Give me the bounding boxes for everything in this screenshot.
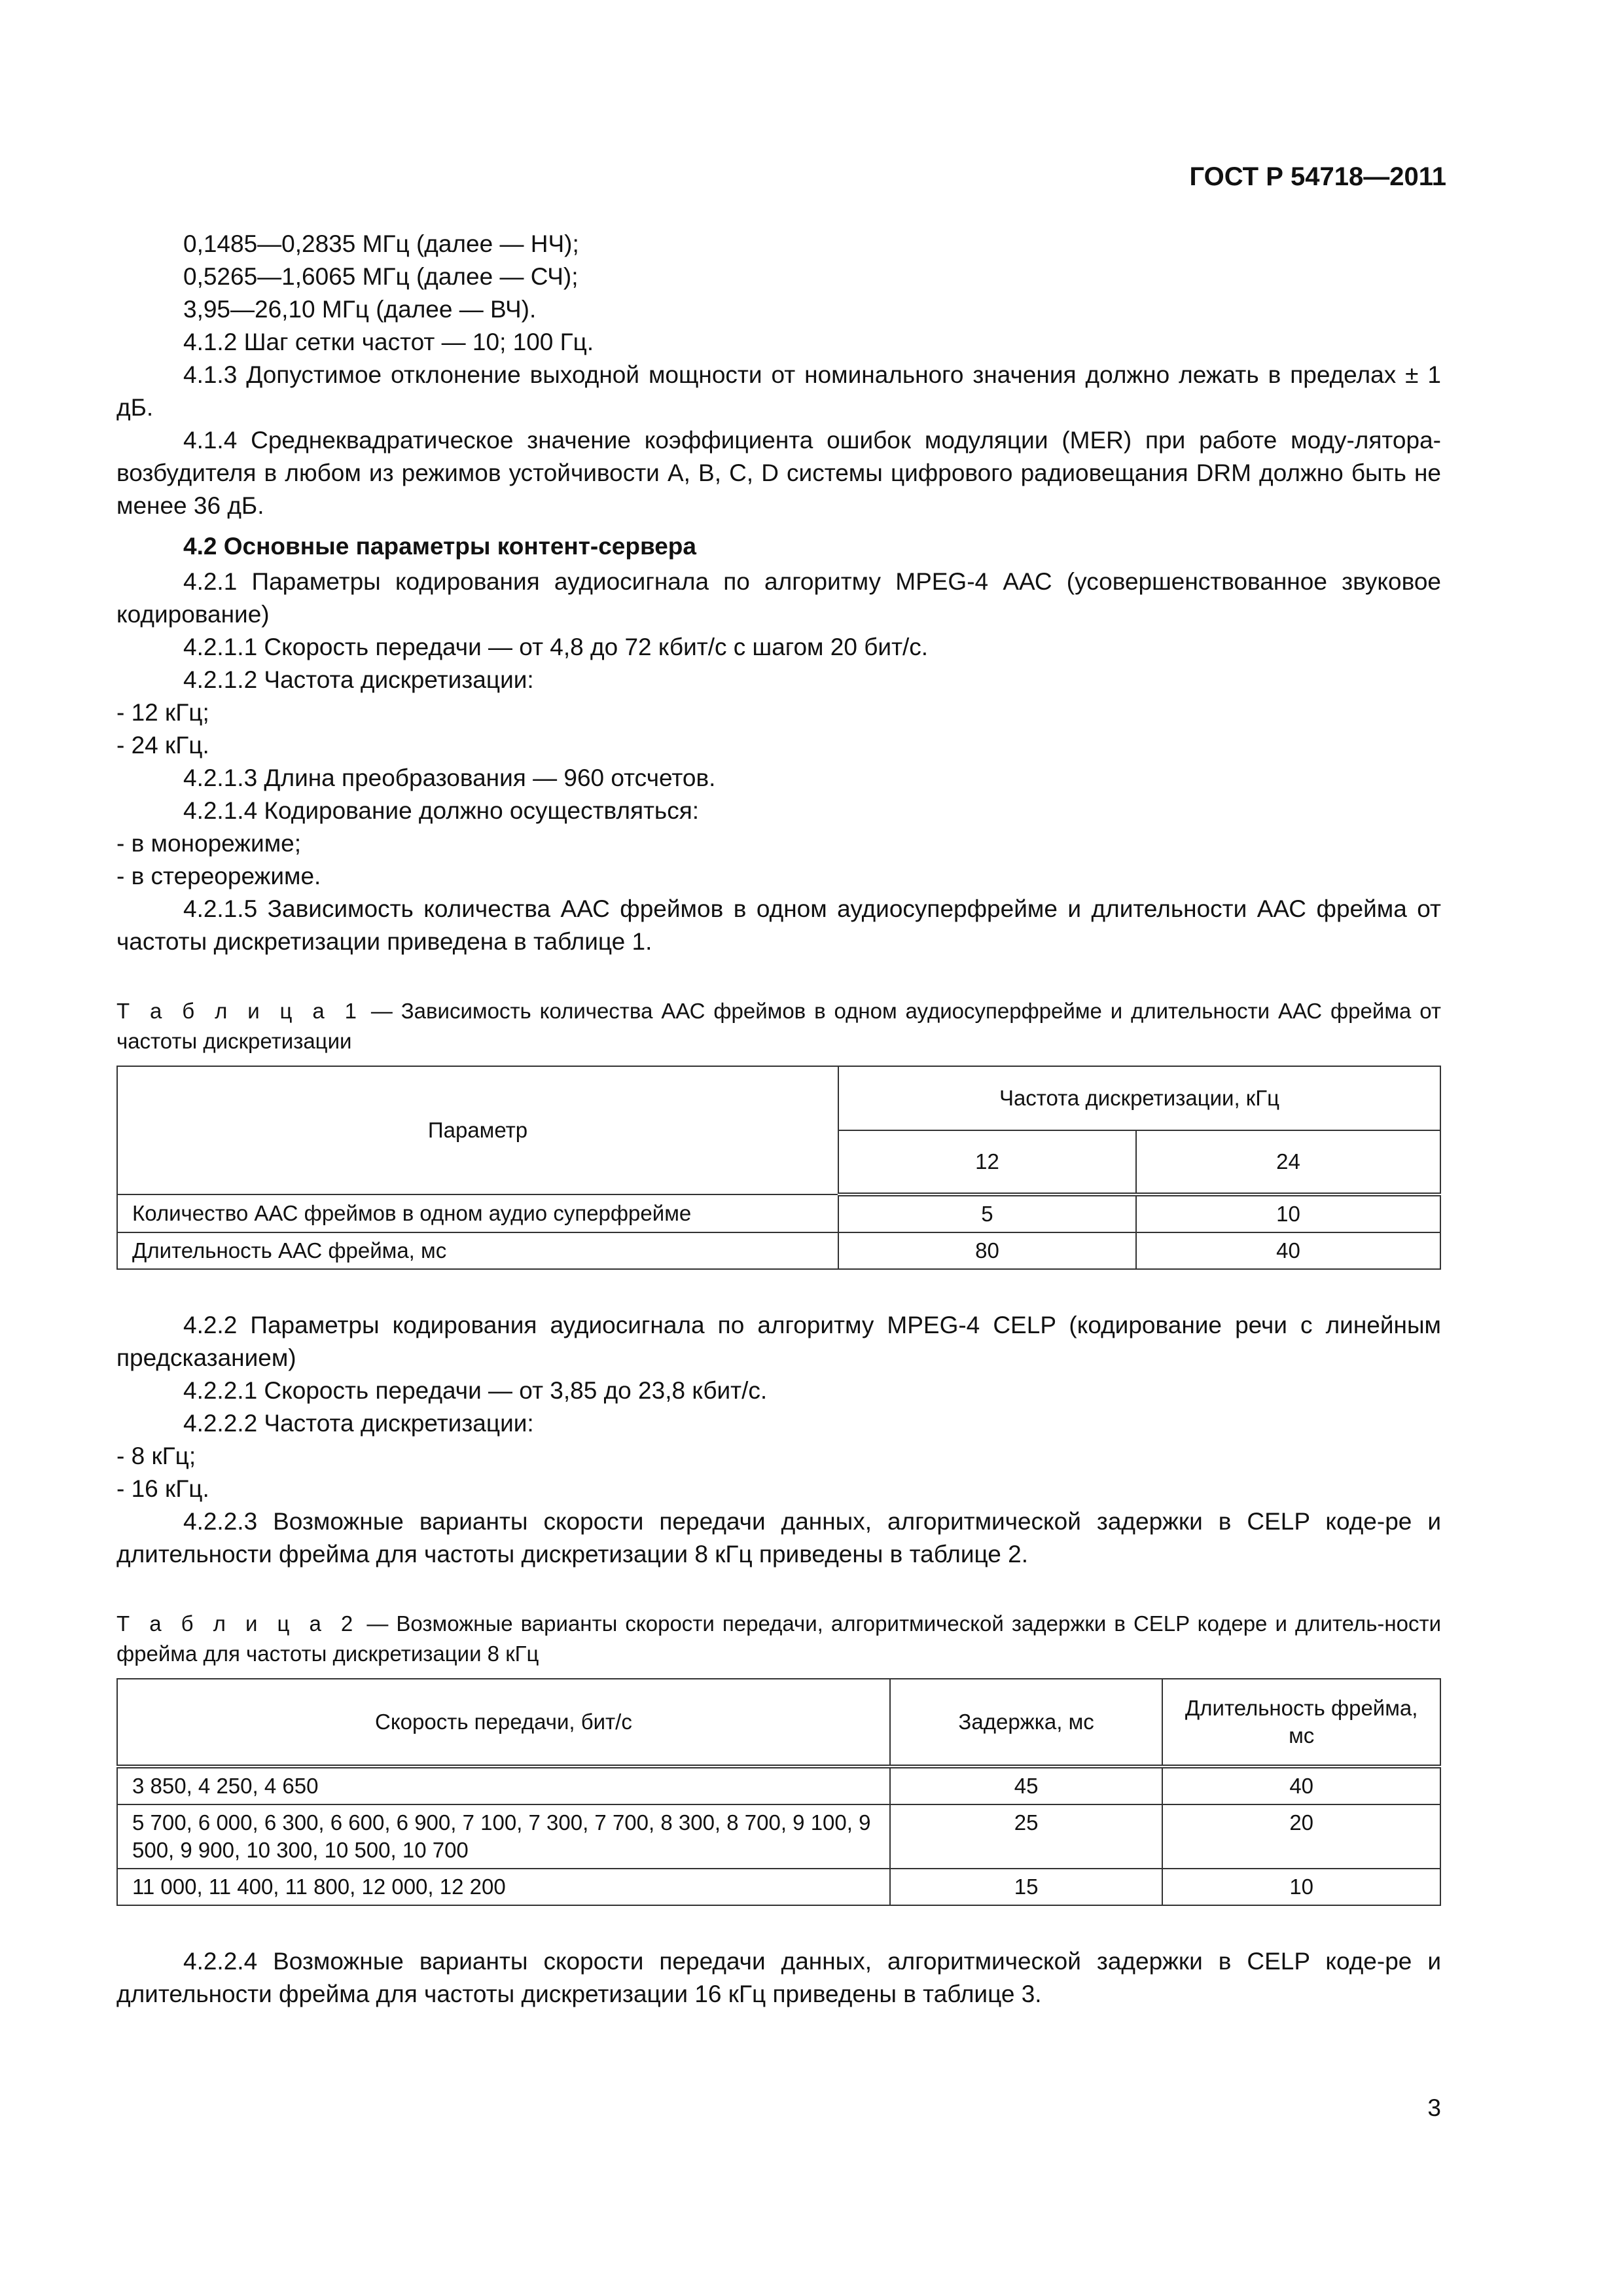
paragraph-line: 4.2.1.2 Частота дискретизации:: [183, 666, 534, 693]
table2-header-rate: Скорость передачи, бит/с: [117, 1679, 890, 1767]
table1-label: Т а б л и ц а 1: [116, 999, 363, 1023]
table-cell: 5: [838, 1194, 1136, 1232]
paragraph-4-1-4: 4.1.4 Среднеквадратическое значение коэффициента ошибок модуляции (MER) при работе моду-лятора-возбудителя в любом из режимов устойчивости А, В, С, D системы цифрового радиовещания DRM должно быть не менее 36 дБ.: [116, 427, 1441, 519]
list-item: - в стереорежиме.: [116, 863, 321, 889]
paragraph-line: 4.2.1.3 Длина преобразования — 960 отсчетов.: [183, 764, 716, 791]
table-row: [117, 1804, 1440, 1869]
table-cell: Длительность ААС фрейма, мс: [117, 1232, 838, 1269]
table-cell: 10: [1136, 1194, 1440, 1232]
table-cell: 10: [1162, 1869, 1440, 1905]
paragraph-line: 4.2.2.2 Частота дискретизации:: [183, 1410, 534, 1437]
paragraph-line: 4.2.2.1 Скорость передачи — от 3,85 до 23,8 кбит/с.: [183, 1377, 768, 1404]
table2-label: Т а б л и ц а 2: [116, 1611, 359, 1636]
table-cell: 11 000, 11 400, 11 800, 12 000, 12 200: [117, 1869, 890, 1905]
list-item: - в монорежиме;: [116, 830, 302, 857]
table-cell: 20: [1162, 1804, 1440, 1869]
table-cell: 40: [1162, 1767, 1440, 1804]
page-number: 3: [1427, 2094, 1441, 2121]
table-row: [117, 1767, 1440, 1804]
table2-header-frame: Длительность фрейма, мс: [1162, 1679, 1440, 1767]
table-cell: 45: [890, 1767, 1163, 1804]
table1-header-param: Параметр: [117, 1066, 838, 1194]
paragraph-line: 4.2.1.1 Скорость передачи — от 4,8 до 72 кбит/с с шагом 20 бит/с.: [183, 634, 929, 660]
table-cell: 25: [890, 1804, 1163, 1869]
table1-header-freq: Частота дискретизации, кГц: [838, 1066, 1440, 1130]
table-cell: 80: [838, 1232, 1136, 1269]
paragraph-4-2-1: 4.2.1 Параметры кодирования аудиосигнала по алгоритму MPEG-4 ААС (усовершенствованное звуковое кодирование): [116, 568, 1441, 628]
table1-caption: [116, 996, 1441, 1056]
table-cell: 5 700, 6 000, 6 300, 6 600, 6 900, 7 100, 7 300, 7 700, 8 300, 8 700, 9 100, 9 500, 9 900, 10 300, 10 500, 10 700: [117, 1804, 890, 1869]
document-body: [116, 228, 1441, 2011]
table-cell: 3 850, 4 250, 4 650: [117, 1767, 890, 1804]
document-id-header: ГОСТ Р 54718—2011: [1189, 162, 1446, 191]
paragraph-4-2-2: 4.2.2 Параметры кодирования аудиосигнала по алгоритму MPEG-4 CELP (кодирование речи с линейным предсказанием): [116, 1312, 1441, 1371]
table-cell: 15: [890, 1869, 1163, 1905]
table-1: [116, 1066, 1441, 1270]
paragraph-4-1-3: 4.1.3 Допустимое отклонение выходной мощности от номинального значения должно лежать в пределах ± 1 дБ.: [116, 361, 1441, 421]
table2-header-delay: Задержка, мс: [890, 1679, 1163, 1767]
table-cell: 40: [1136, 1232, 1440, 1269]
paragraph-4-2-2-4: 4.2.2.4 Возможные варианты скорости передачи данных, алгоритмической задержки в CELP коде-ре и длительности фрейма для частоты дискретизации 16 кГц приведены в таблице 3.: [116, 1948, 1441, 2007]
paragraph-4-2-2-3: 4.2.2.3 Возможные варианты скорости передачи данных, алгоритмической задержки в CELP коде-ре и длительности фрейма для частоты дискретизации 8 кГц приведены в таблице 2.: [116, 1508, 1441, 1568]
table-cell: Количество ААС фреймов в одном аудио суперфрейме: [117, 1194, 838, 1232]
table1-header-12: 12: [838, 1130, 1136, 1194]
list-item: - 16 кГц.: [116, 1475, 209, 1502]
table2-caption: [116, 1609, 1441, 1669]
table1-caption-text: — Зависимость количества ААС фреймов в одном аудиосуперфрейме и длительности ААС фрейма от частоты дискретизации: [116, 999, 1441, 1053]
section-heading-4-2: 4.2 Основные параметры контент-сервера: [183, 533, 696, 560]
intro-line: 0,1485—0,2835 МГц (далее — НЧ);: [183, 230, 579, 257]
table-row: [117, 1194, 1440, 1232]
paragraph-4-2-1-5: 4.2.1.5 Зависимость количества ААС фреймов в одном аудиосуперфрейме и длительности ААС фрейма от частоты дискретизации приведена в таблице 1.: [116, 895, 1441, 955]
list-item: - 8 кГц;: [116, 1443, 196, 1469]
table-row: [117, 1232, 1440, 1269]
table-2: [116, 1678, 1441, 1906]
paragraph-line: 4.2.1.4 Кодирование должно осуществляться:: [183, 797, 700, 824]
intro-line: 3,95—26,10 МГц (далее — ВЧ).: [183, 296, 537, 323]
intro-line: 4.1.2 Шаг сетки частот — 10; 100 Гц.: [183, 329, 594, 355]
list-item: - 12 кГц;: [116, 699, 209, 726]
intro-line: 0,5265—1,6065 МГц (далее — СЧ);: [183, 263, 579, 290]
table2-caption-text: — Возможные варианты скорости передачи, алгоритмической задержки в CELP кодере и длитель-ности фрейма для частоты дискретизации 8 кГц: [116, 1611, 1441, 1666]
table-row: [117, 1869, 1440, 1905]
table1-header-24: 24: [1136, 1130, 1440, 1194]
list-item: - 24 кГц.: [116, 732, 209, 759]
